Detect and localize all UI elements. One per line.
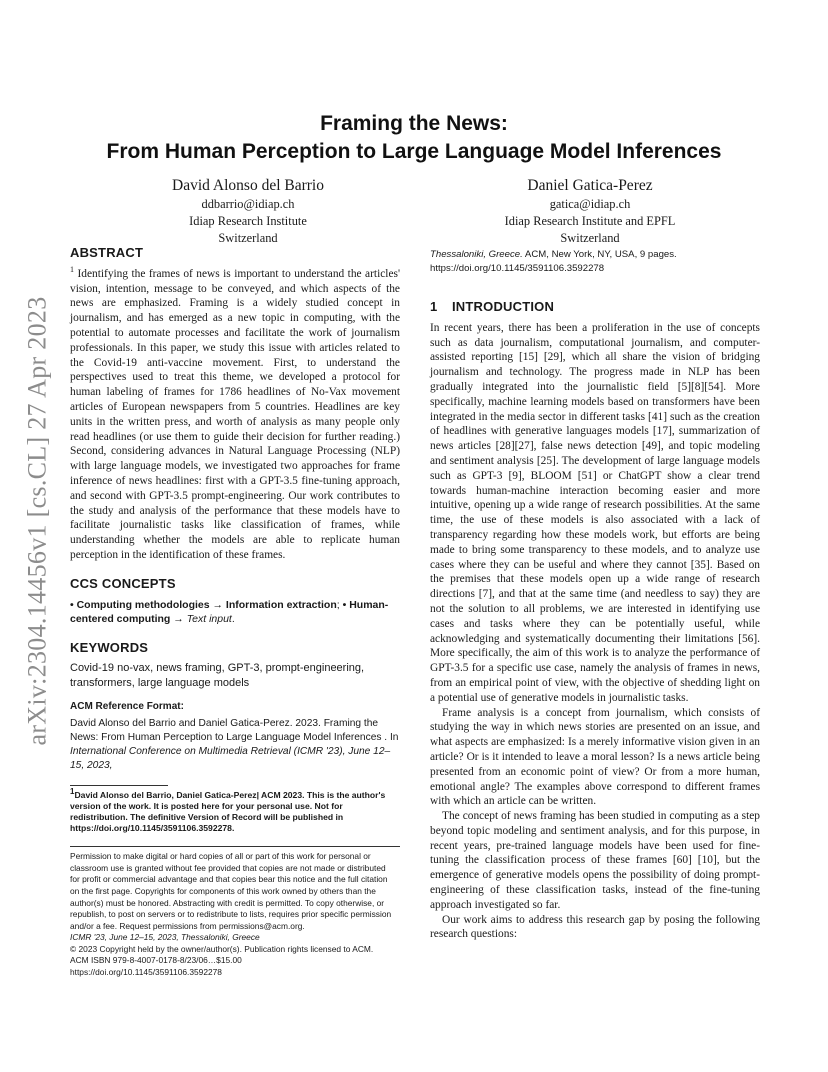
title-line-1: Framing the News:	[320, 112, 508, 135]
permission-doi: https://doi.org/10.1145/3591106.3592278	[70, 967, 222, 978]
permission-copyright: © 2023 Copyright held by the owner/author(s). Publication rights licensed to ACM.	[70, 943, 374, 954]
author-country: Switzerland	[560, 231, 620, 245]
author-block-1	[98, 176, 398, 247]
ccs-item-2: • Human-centered computing	[70, 598, 389, 626]
acm-ref-publisher: ACM, New York, NY, USA, 9 pages. https://doi.org/10.1145/3591106.3592278	[430, 249, 677, 274]
acm-ref-continuation	[430, 248, 760, 276]
right-column	[430, 248, 760, 942]
acm-ref-text	[70, 717, 400, 773]
acm-ref-location: Thessaloniki, Greece.	[430, 249, 523, 260]
footnote-rule	[70, 785, 168, 786]
author-affiliation: Idiap Research Institute	[189, 214, 307, 228]
author-block-2	[440, 176, 740, 247]
ccs-end: .	[231, 613, 235, 626]
abstract-footnote-marker: 1	[70, 265, 74, 274]
paper-title	[70, 110, 758, 166]
ccs-item-1: • Computing methodologies → Information extraction	[70, 598, 337, 611]
title-line-2: From Human Perception to Large Language Model Inferences	[106, 140, 722, 163]
ccs-arrow: →	[170, 613, 187, 626]
keywords-text: Covid-19 no-vax, news framing, GPT-3, prompt-engineering, transformers, large language models	[70, 662, 365, 689]
left-column	[70, 246, 400, 979]
arxiv-id-text: arXiv:2304.14456v1 [cs.CL] 27 Apr 2023	[23, 296, 52, 746]
permission-line: Permission to make digital or hard copies of all or part of this work for personal or	[70, 851, 371, 862]
arxiv-identifier	[10, 286, 66, 756]
abstract-heading: ABSTRACT	[70, 245, 144, 260]
acm-ref-heading: ACM Reference Format:	[70, 701, 184, 713]
permission-line: for profit or commercial advantage and that copies bear this notice and the full citation	[70, 874, 388, 885]
author-email: gatica@idiap.ch	[549, 197, 631, 211]
intro-paragraph-3: The concept of news framing has been studied in computing as a step beyond topic modeling and sentiment analysis, and for this purpose, in recent years, pre-trained language models have been used for fine-tuning the classification process of these frames [60] [10], but the emergence of generative models opens the possibility of doing prompt-engineering of these classification tasks, instead of the fine-tuning approach investigated so far.	[430, 810, 760, 911]
footnote-marker: 1	[70, 787, 75, 797]
intro-paragraph-1: In recent years, there has been a proliferation in the use of concepts such as data journalism, computational journalism, and computer-assisted reporting [15] [29], which all share the vision of bridging journalism and technology. The progress made in NLP has been gradually integrated into the journalistic field [5][8][54]. More specifically, machine learning models based on transformers have been integrated in the media sector in different tasks [41] such as the creation of headlines with generative languages models [17], summarization of news articles [28][27], false news detection [49], and topic modeling and sentiment analysis [25]. The development of large language models such as GPT-3 [9], BLOOM [51] or ChatGPT show a clear trend towards human-machine interaction becoming easier and more intuitive, opening up a wide range of research possibilities. At the same time, the use of these models is also associated with a lack of transparency regarding how these models work, but efforts are being made to bring some transparency to these models, and to analyze use cases where they can be useful and where they cannot [35]. Based on the premises that these models open up a wide range of research directions [7], and that at the same time (and needless to say) they are not the solution to all problems, we are interested in identifying use cases and tasks where they can be potentially useful, while acknowledging and systematically documenting their limitations [56]. More specifically, the aim of this work is to analyze the performance of GPT-3.5 for a specific use case, namely the analysis of frames in news, from an empirical point of view, with the objective of shedding light on a potential use of generative models in journalistic tasks.	[430, 321, 760, 704]
permission-venue: ICMR '23, June 12–15, 2023, Thessaloniki, Greece	[70, 932, 260, 943]
permission-line: classroom use is granted without fee provided that copies are not made or distributed	[70, 862, 386, 873]
ccs-text	[70, 598, 400, 627]
intro-heading	[430, 300, 760, 315]
intro-number: 1	[430, 299, 438, 314]
ccs-heading: CCS CONCEPTS	[70, 575, 176, 591]
abstract-body: Identifying the frames of news is important to understand the articles' vision, intention, message to be conveyed, and which aspects of the news are emphasized. Framing is a widely studied concept in journalism, and has emerged as a new topic in computing, with the potential to automate processes and facilitate the work of journalism professionals. In this paper, we study this issue with articles related to the Covid-19 anti-vaccine movement. First, to understand the perspectives used to treat this theme, we developed a protocol for human labeling of frames for 1786 headlines of No-Vax movement articles of European newspapers from 5 countries. Headlines are key units in the written press, and worth of analysis as many people only read headlines (or use them to guide their decision for further reading.) Second, considering advances in Natural Language Processing (NLP) with large language models, we investigated two approaches for frame inference of news headlines: first with a GPT-3.5 fine-tuning approach, and second with GPT-3.5 prompt-engineering. Our work contributes to the study and analysis of the performance that these models have to facilitate journalistic tasks like classification of frames, while understanding whether the models are able to replicate human perception in the identification of these frames.	[70, 267, 400, 561]
permission-line: author(s) must be honored. Abstracting with credit is permitted. To copy otherwise, or	[70, 897, 385, 908]
permission-rule	[70, 846, 400, 847]
ccs-item-2-sub: Text input	[186, 613, 232, 626]
permission-line: and/or a fee. Request permissions from permissions@acm.org.	[70, 920, 305, 931]
intro-title: INTRODUCTION	[452, 299, 555, 314]
author-affiliation: Idiap Research Institute and EPFL	[504, 214, 676, 228]
footnote-text: David Alonso del Barrio, Daniel Gatica-Perez| ACM 2023. This is the author's version of the work. It is posted here for your personal use. Not for redistribution. The definitive Version of Record will be published in https://doi.org/10.1145/3591106.3592278.	[70, 790, 386, 834]
acm-ref-plain: David Alonso del Barrio and Daniel Gatica-Perez. 2023. Framing the News: From Human Perception to Large Language Model Inferences . In	[70, 718, 399, 744]
author-name: Daniel Gatica-Perez	[527, 177, 653, 194]
author-name: David Alonso del Barrio	[172, 177, 324, 194]
permission-isbn: ACM ISBN 979-8-4007-0178-8/23/06…$15.00	[70, 955, 242, 966]
author-country: Switzerland	[218, 231, 278, 245]
abstract-text	[70, 267, 400, 563]
permission-line: republish, to post on servers or to redistribute to lists, requires prior specific permission	[70, 909, 392, 920]
footnote	[70, 787, 400, 834]
keywords-heading: KEYWORDS	[70, 639, 149, 655]
acm-ref-venue: International Conference on Multimedia Retrieval (ICMR '23), June 12–15, 2023,	[70, 746, 391, 772]
permission-block	[70, 851, 400, 979]
intro-paragraph-2: Frame analysis is a concept from journalism, which consists of studying the way in which news stories are presented on an issue, and what aspects are emphasized: Is a merely informative vision given in an article? Or is it intended to leave a moral lesson? Is a news article being presented from an economic point of view? Or from a more human, emotional angle? The examples above correspond to different frames with which an article can be written.	[430, 706, 760, 808]
author-email: ddbarrio@idiap.ch	[201, 197, 295, 211]
permission-line: on the first page. Copyrights for components of this work owned by others than the	[70, 885, 376, 896]
intro-paragraph-4: Our work aims to address this research gap by posing the following research questions:	[430, 913, 760, 941]
ccs-separator: ;	[336, 598, 343, 611]
